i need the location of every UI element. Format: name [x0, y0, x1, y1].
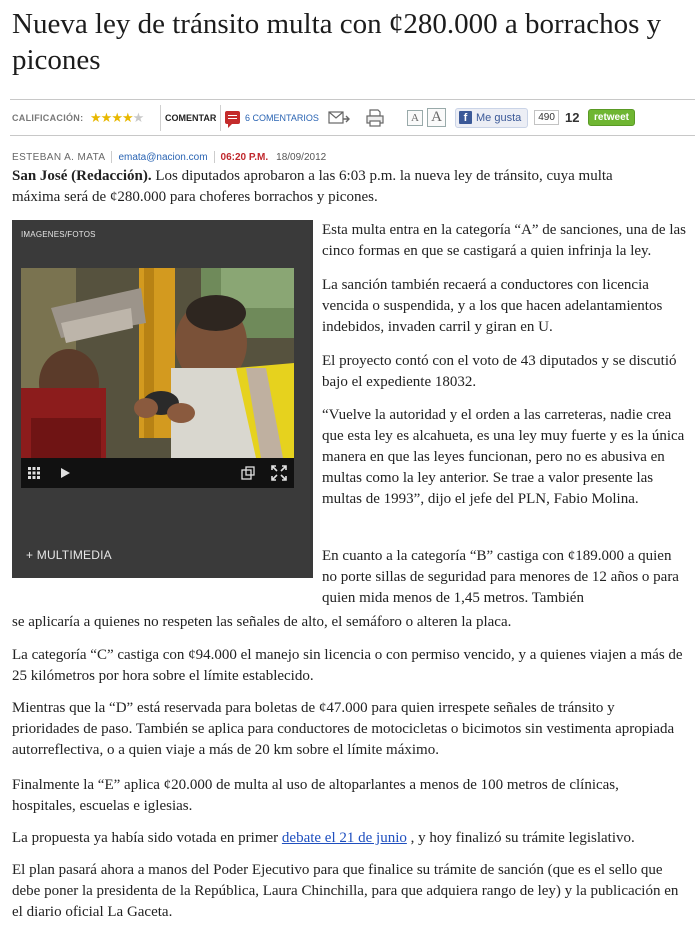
- play-icon[interactable]: [59, 467, 71, 479]
- star-filled-icon[interactable]: ★: [100, 109, 112, 125]
- comments-count-label: 6 COMENTARIOS: [245, 112, 319, 123]
- paragraph-text: La propuesta ya había sido votada en primer: [12, 830, 282, 846]
- facebook-icon: f: [459, 111, 472, 124]
- facebook-like-button[interactable]: [455, 108, 528, 128]
- print-icon[interactable]: [365, 100, 385, 135]
- facebook-like-label: Me gusta: [476, 111, 522, 124]
- byline-divider: [111, 151, 112, 163]
- article-headline: Nueva ley de tránsito multa con ¢280.000 a borrachos y picones: [12, 8, 662, 76]
- media-gallery: [12, 220, 313, 578]
- article-paragraph: Mientras que la “D” está reservada para boletas de ¢47.000 para quien irrespete señales de tránsito y prioridades de paso. También se aplica para conductores de motocicletas o bicimotos sin vestimenta apropiada autorreflectiva, o a quien viaje a más de 20 km sobre el límite máximo.: [12, 700, 675, 758]
- font-size-controls: [407, 100, 450, 135]
- byline-author[interactable]: ESTEBAN A. MATA: [12, 151, 106, 163]
- photo-image: [21, 268, 294, 458]
- font-increase-button[interactable]: A: [427, 108, 446, 127]
- article-paragraph: El proyecto contó con el voto de 43 diputados y se discutió bajo el expediente 18032.: [322, 353, 677, 390]
- star-filled-icon[interactable]: ★: [121, 109, 133, 125]
- toolbar-divider: [160, 105, 161, 131]
- byline-email-link[interactable]: emata@nacion.com: [118, 151, 208, 163]
- byline-time: 06:20 P.M.: [220, 151, 269, 163]
- grid-icon[interactable]: [27, 466, 41, 480]
- article-paragraph-continued: se aplicaría a quienes no respeten las señales de alto, el semáforo o alteren la placa.: [12, 614, 512, 630]
- fullscreen-icon[interactable]: [271, 465, 287, 481]
- paragraph-text: , y hoy finalizó su trámite legislativo.: [406, 830, 635, 846]
- rating-label: CALIFICACIÓN:: [12, 112, 84, 123]
- star-filled-icon[interactable]: ★: [111, 109, 122, 125]
- article-paragraph: [12, 828, 684, 849]
- toolbar-divider: [220, 105, 221, 131]
- comment-button[interactable]: COMENTAR: [165, 112, 217, 123]
- rating-stars[interactable]: [90, 100, 143, 135]
- byline-divider: [214, 151, 215, 163]
- article-paragraph: La categoría “C” castiga con ¢94.000 el manejo sin licencia o con permiso vencido, y a quienes viajen a más de 25 kilómetros por hora sobre el límite establecido.: [12, 647, 683, 684]
- retweet-button[interactable]: retweet: [588, 109, 635, 126]
- retweet-widget: [588, 100, 635, 135]
- tweet-count: 12: [565, 110, 580, 125]
- facebook-like-count: 490: [534, 110, 559, 125]
- article-byline: [12, 150, 326, 164]
- article-toolbar: [10, 99, 695, 136]
- star-filled-icon[interactable]: ★: [90, 109, 101, 125]
- article-paragraph: Esta multa entra en la categoría “A” de sanciones, una de las cinco formas en que se castigará a quien infrinja la ley.: [322, 222, 687, 259]
- article-photo[interactable]: [21, 268, 294, 488]
- star-empty-icon[interactable]: ★: [132, 109, 144, 125]
- media-gallery-label: IMAGENES/FOTOS: [21, 230, 96, 239]
- popout-icon[interactable]: [241, 466, 255, 480]
- article-paragraph: El plan pasará ahora a manos del Poder Ejecutivo para que finalice su trámite de sanción (que es el sello que debe poner la presidenta de la República, Laura Chinchilla, para que adquiera rango de ley) y la publicación en el diario oficial La Gaceta.: [12, 862, 679, 920]
- debate-date-link[interactable]: debate el 21 de junio: [281, 830, 407, 846]
- comment-bubble-icon: [225, 111, 240, 124]
- facebook-like-widget: [455, 100, 559, 135]
- lead-dateline: San José (Redacción).: [12, 168, 152, 184]
- comments-link[interactable]: [225, 100, 319, 135]
- article-paragraph: En cuanto a la categoría “B” castiga con ¢189.000 a quien no porte sillas de seguridad para menores de 12 años o para quien mida menos de 1,45 metros. También: [322, 548, 679, 606]
- article-lead: [12, 166, 662, 208]
- lead-text: Los diputados aprobaron a las 6:03 p.m. la nueva ley de tránsito, cuya multa máxima será de ¢280.000 para choferes borrachos y picones.: [12, 168, 613, 205]
- byline-date: 18/09/2012: [276, 151, 327, 163]
- article-paragraph: La sanción también recaerá a conductores con licencia vencida o suspendida, y a los que hacen adelantamientos indebidos, invaden carril y giran en U.: [322, 277, 663, 335]
- video-controls: [21, 458, 294, 488]
- article-paragraph: “Vuelve la autoridad y el orden a las carreteras, nadie crea que esta ley es alcahueta, es una ley muy fuerte y es la única manera en que las leyes funcionan, pero no es abusiva en multas como la ley anterior. Se trae a valor presente las multas de 1993”, dijo el jefe del PLN, Fabio Molina.: [322, 407, 685, 507]
- font-decrease-button[interactable]: A: [407, 110, 423, 126]
- more-multimedia-link[interactable]: + MULTIMEDIA: [26, 548, 112, 562]
- email-share-icon[interactable]: [328, 100, 350, 135]
- article-paragraph: Finalmente la “E” aplica ¢20.000 de multa al uso de altoparlantes a menos de 100 metros de clínicas, hospitales, escuelas e iglesias.: [12, 777, 619, 814]
